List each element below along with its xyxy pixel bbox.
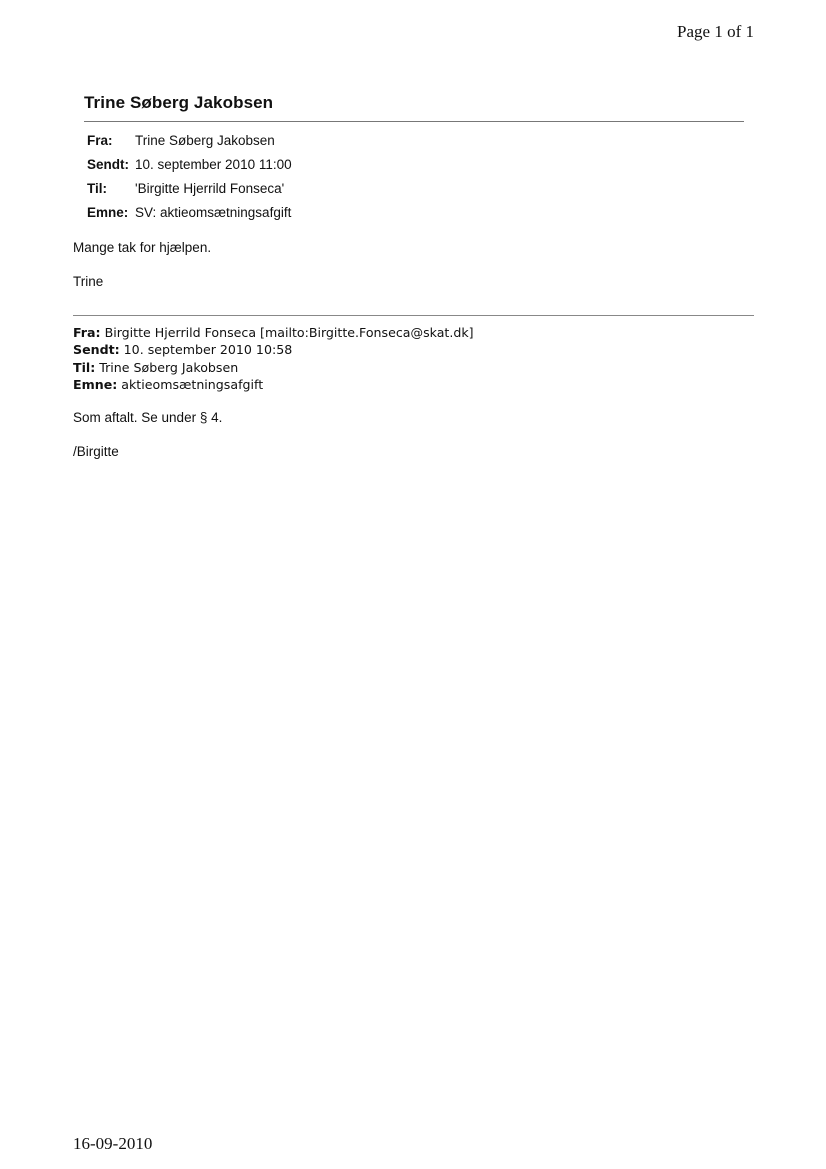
- reply-signature: Trine: [73, 274, 104, 289]
- orig-subject-line: [73, 376, 474, 393]
- footer-date: 16-09-2010: [73, 1134, 153, 1153]
- reply-body-line: Mange tak for hjælpen.: [73, 240, 212, 255]
- sender-title: Trine Søberg Jakobsen: [84, 93, 274, 112]
- from-label: Fra:: [87, 133, 113, 148]
- subject-value: SV: aktieomsætningsafgift: [135, 205, 292, 220]
- orig-sent-line: [73, 341, 474, 358]
- header-row-to: [87, 180, 292, 204]
- to-value: 'Birgitte Hjerrild Fonseca': [135, 181, 285, 196]
- subject-label: Emne:: [87, 205, 129, 220]
- orig-subject-value: aktieomsætningsafgift: [121, 376, 264, 392]
- orig-from-value: Birgitte Hjerrild Fonseca [mailto:Birgitte.Fonseca@skat.dk]: [104, 325, 474, 340]
- orig-subject-label: Emne:: [73, 376, 118, 392]
- from-value: Trine Søberg Jakobsen: [135, 133, 275, 148]
- quote-divider: [73, 315, 754, 316]
- orig-from-label: Fra:: [73, 325, 101, 340]
- header-row-sent: [87, 156, 292, 180]
- orig-from-line: [73, 324, 474, 341]
- header-row-subject: [87, 204, 292, 228]
- original-message-header: [73, 324, 474, 393]
- page-number: Page 1 of 1: [677, 22, 754, 41]
- orig-sent-label: Sendt:: [73, 342, 120, 358]
- orig-to-label: Til:: [73, 359, 96, 375]
- reply-header-table: [87, 132, 292, 228]
- orig-sent-value: 10. september 2010 10:58: [123, 342, 293, 358]
- header-row-from: [87, 132, 292, 156]
- sent-label: Sendt:: [87, 157, 129, 172]
- to-label: Til:: [87, 181, 107, 196]
- header-divider: [84, 121, 744, 122]
- orig-to-value: Trine Søberg Jakobsen: [99, 359, 239, 375]
- orig-to-line: [73, 359, 474, 376]
- sent-value: 10. september 2010 11:00: [135, 157, 292, 172]
- original-body-line: Som aftalt. Se under § 4.: [73, 410, 223, 425]
- original-signature: /Birgitte: [73, 444, 119, 459]
